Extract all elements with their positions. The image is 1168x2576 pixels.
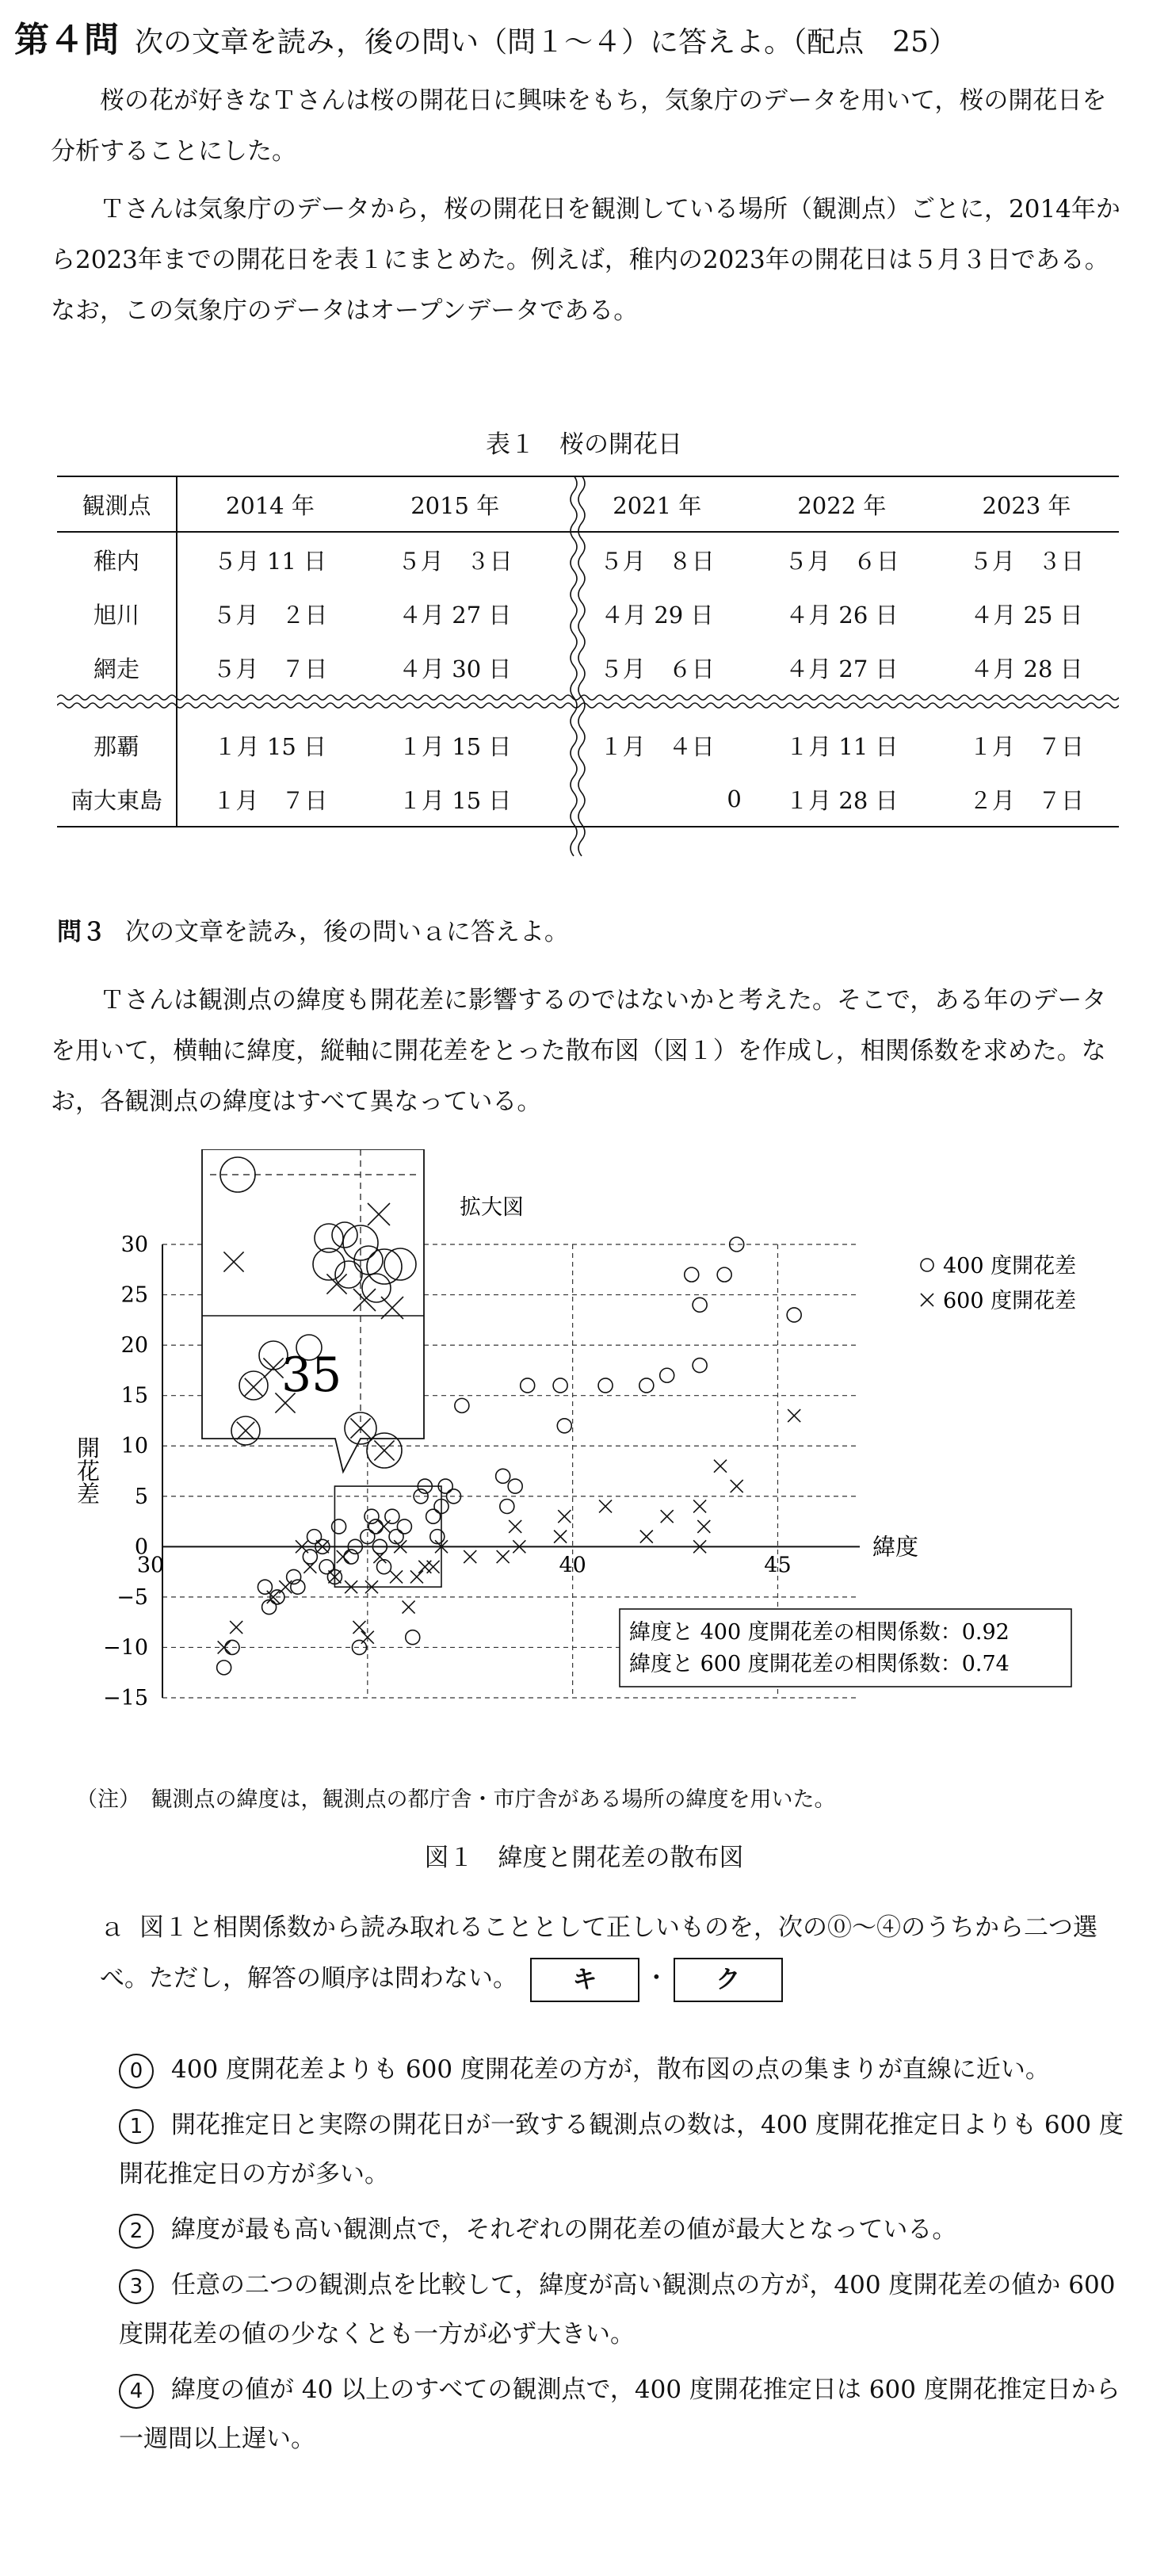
y-axis-label: 開花差: [74, 1435, 101, 1505]
scatter-chart-svg: [0, 1149, 1168, 1744]
y-tick-label: 5: [134, 1484, 148, 1509]
legend-marker-400: [921, 1259, 933, 1271]
data-point-400: [639, 1378, 654, 1393]
question-a-text: 図１と相関係数から読み取れることとして正しいものを，次の⓪～④のうちから二つ選べ。ただし，解答の順序は問わない。: [100, 1913, 1097, 1993]
question-a-label: ａ: [100, 1913, 124, 1942]
zoom-inset-label: 35: [281, 1347, 342, 1403]
y-tick-label: 20: [120, 1333, 148, 1359]
data-point-400: [553, 1378, 567, 1393]
y-tick-label: 10: [120, 1434, 148, 1459]
table-row: 旭川 ５月 ２日 ４月 27 日 ４月 29 日 ４月 26 日 ４月 25 日: [57, 587, 1119, 640]
data-point-400: [385, 1509, 399, 1523]
x-axis-label: 緯度: [872, 1533, 919, 1561]
table-caption: 表１ 桜の開花日: [486, 430, 682, 459]
data-point-400: [406, 1630, 420, 1645]
option-number: 2: [119, 2214, 154, 2249]
table-header-cell: 観測点: [57, 476, 177, 532]
data-point-400: [557, 1419, 571, 1433]
legend-label-400: 400 度開花差: [943, 1254, 1077, 1278]
option-4[interactable]: 4 緯度の値が 40 以上のすべての観測点で，400 度開花推定日は 600 度開花推定日から一週間以上遅い。: [119, 2365, 1125, 2463]
intro-paragraph-2: Ｔさんは気象庁のデータから，桜の開花日を観測している場所（観測点）ごとに，2014年から2023年までの開花日を表１にまとめた。例えば，稚内の2023年の開花日は５月３日である。なお，この気象庁のデータはオープンデータである。: [51, 195, 1120, 325]
data-point-400: [319, 1560, 334, 1574]
x-tick-label: 40: [559, 1553, 586, 1578]
data-point-400: [258, 1580, 272, 1594]
option-1[interactable]: 1 開花推定日と実際の開花日が一致する観測点の数は，400 度開花推定日よりも 600 度開花推定日の方が多い。: [119, 2100, 1125, 2199]
data-point-400: [693, 1359, 707, 1373]
zoom-inset-title: 拡大図: [460, 1195, 524, 1220]
x-tick-label: 30: [136, 1553, 165, 1578]
option-number: 3: [119, 2269, 154, 2304]
y-tick-label: 30: [120, 1233, 148, 1257]
option-3[interactable]: 3 任意の二つの観測点を比較して，緯度が高い観測点の方が，400 度開花差の値か 600 度開花差の値の少なくとも一方が必ず大きい。: [119, 2261, 1125, 2359]
data-point-400: [426, 1509, 441, 1523]
scatter-chart: [0, 1149, 1168, 1744]
data-point-400: [508, 1479, 522, 1493]
data-point-400: [500, 1499, 514, 1513]
data-point-400: [455, 1398, 469, 1412]
option-0[interactable]: 0 400 度開花差よりも 600 度開花差の方が，散布図の点の集まりが直線に近い。: [119, 2045, 1125, 2094]
y-tick-label: −5: [116, 1584, 148, 1610]
data-point-400: [598, 1378, 613, 1393]
answer-box-ku[interactable]: ク: [674, 1958, 783, 2002]
zoom-inset-frame: [202, 1149, 424, 1472]
option-number: 1: [119, 2109, 154, 2144]
option-number: 0: [119, 2054, 154, 2089]
table-row: 網走 ５月 ７日 ４月 30 日 ５月 ６日 ４月 27 日 ４月 28 日: [57, 640, 1119, 694]
data-point-400: [332, 1519, 346, 1534]
data-point-400: [685, 1267, 699, 1282]
table-header-cell: 2021 年: [565, 476, 750, 532]
data-point-400: [307, 1530, 322, 1544]
table-row: 那覇 １月 15 日 １月 15 日 １月 ４日 １月 11 日 １月 ７日: [57, 718, 1119, 772]
data-point-400: [693, 1298, 707, 1312]
legend-label-600: 600 度開花差: [943, 1289, 1077, 1313]
data-point-400: [389, 1530, 403, 1544]
y-tick-label: 15: [120, 1383, 148, 1408]
data-point-400: [521, 1378, 535, 1393]
question-number: 第４問: [14, 20, 119, 60]
correlation-text: 緯度と 600 度開花差の相関係数：0.74: [629, 1652, 1010, 1676]
y-tick-label: 25: [120, 1282, 148, 1308]
question-instructions: 次の文章を読み，後の問い（問１～４）に答えよ。（配点 25）: [135, 26, 957, 59]
y-tick-label: 0: [134, 1535, 148, 1560]
question-3-label: 問３: [57, 918, 106, 946]
answer-separator: ・: [643, 1964, 669, 1993]
figure-caption: 図１ 緯度と開花差の散布図: [424, 1844, 744, 1872]
option-number: 4: [119, 2374, 154, 2409]
y-tick-label: −10: [103, 1635, 148, 1661]
data-point-400: [660, 1368, 674, 1382]
data-point-400: [262, 1600, 277, 1615]
answer-box-ki[interactable]: キ: [530, 1958, 639, 2002]
table-row: 稚内 ５月 11 日 ５月 ３日 ５月 ８日 ５月 ６日 ５月 ３日: [57, 532, 1119, 587]
data-point-400: [717, 1267, 731, 1282]
table-row: 南大東島 １月 ７日 １月 15 日 0 １月 28 日 ２月 ７日: [57, 772, 1119, 827]
correlation-text: 緯度と 400 度開花差の相関係数：0.92: [629, 1620, 1010, 1645]
table-header-cell: 2023 年: [934, 476, 1119, 532]
data-point-400: [787, 1308, 801, 1322]
x-tick-label: 45: [764, 1553, 792, 1578]
question-3-header: 問３ 次の文章を読み，後の問いａに答えよ。: [57, 918, 569, 946]
table-break-marks: [57, 476, 1119, 864]
y-tick-label: −15: [103, 1686, 148, 1710]
data-point-400: [397, 1519, 411, 1534]
question-header: [14, 11, 957, 62]
data-point-400: [217, 1661, 231, 1675]
data-point-400: [377, 1560, 391, 1574]
question-a: [100, 1902, 1122, 2004]
table-header-cell: 2015 年: [363, 476, 548, 532]
data-point-400: [430, 1530, 445, 1544]
answer-options: [119, 2045, 1125, 2470]
table-header-cell: 2014 年: [177, 476, 363, 532]
figure-note: （注） 観測点の緯度は，観測点の都庁舎・市庁舎がある場所の緯度を用いた。: [76, 1787, 836, 1812]
data-point-400: [496, 1469, 510, 1483]
option-2[interactable]: 2 緯度が最も高い観測点で，それぞれの開花差の値が最大となっている。: [119, 2205, 1125, 2254]
intro-paragraph-1: 桜の花が好きなＴさんは桜の開花日に興味をもち，気象庁のデータを用いて，桜の開花日を分析することにした。: [51, 86, 1107, 166]
table-header-cell: 2022 年: [750, 476, 934, 532]
question-3-paragraph: Ｔさんは観測点の緯度も開花差に影響するのではないかと考えた。そこで，ある年のデータを用いて，横軸に緯度，縦軸に開花差をとった散布図（図１）を作成し，相関係数を求めた。なお，各観測点の緯度はすべて異なっている。: [51, 986, 1107, 1116]
